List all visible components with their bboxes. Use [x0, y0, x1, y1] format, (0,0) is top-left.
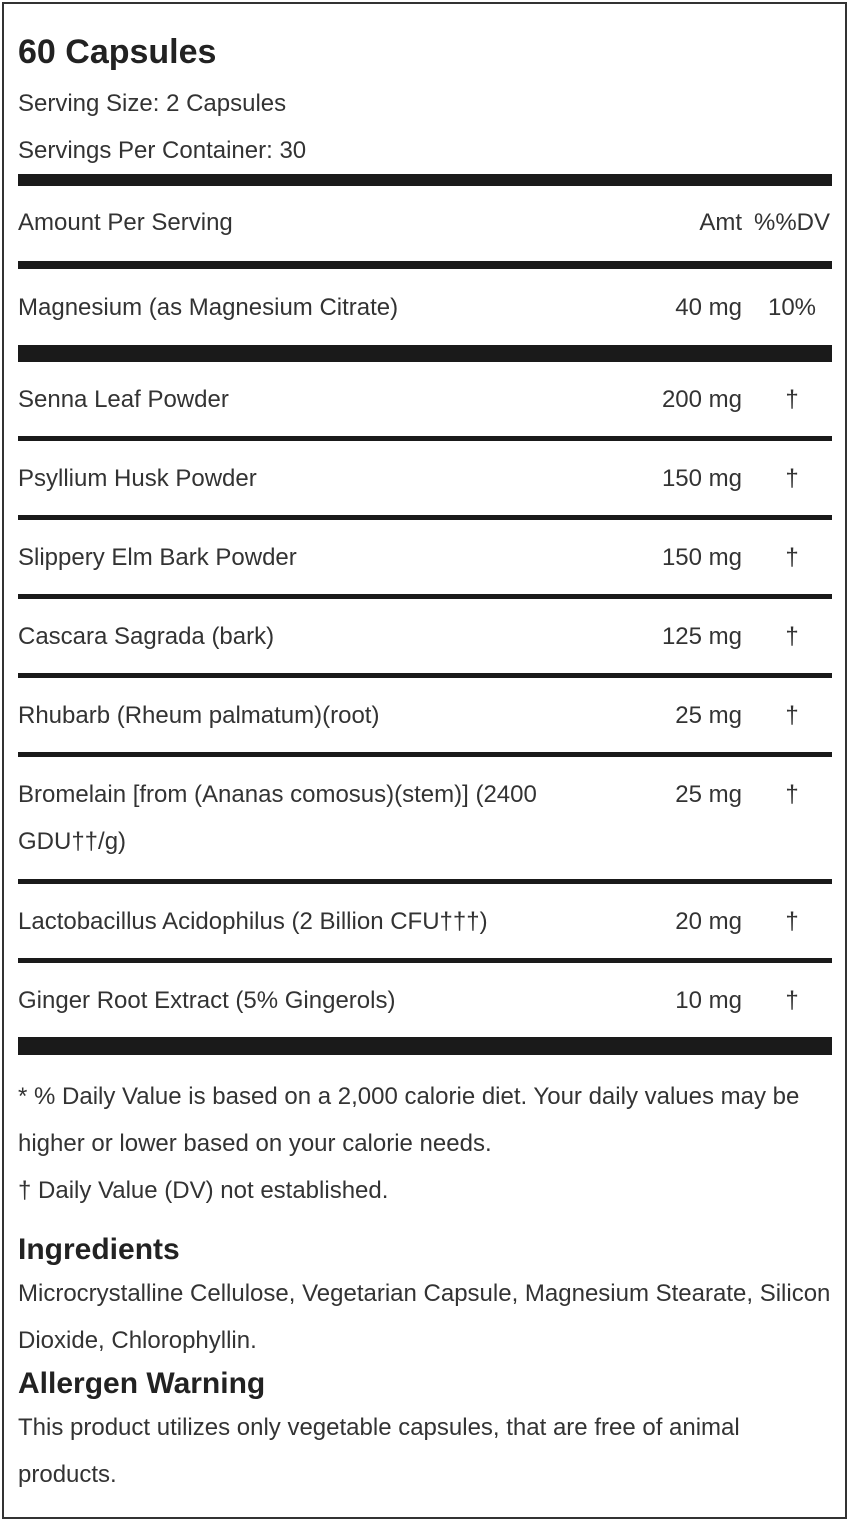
- divider-thick: [18, 1037, 832, 1055]
- divider-thick: [18, 345, 832, 362]
- ingredient-name: Lactobacillus Acidophilus (2 Billion CFU†††): [18, 908, 488, 935]
- ingredients-heading: Ingredients: [18, 1233, 180, 1266]
- dv-column-label: %%DV: [753, 209, 831, 236]
- amt-column-label: Amt: [699, 209, 742, 236]
- ingredient-name: Bromelain [from (Ananas comosus)(stem)] (2400 GDU††/g): [18, 781, 537, 855]
- ingredient-dv: †: [785, 987, 799, 1014]
- serving-size: Serving Size: 2 Capsules: [18, 90, 287, 117]
- table-row: [18, 678, 832, 752]
- table-row: [18, 441, 832, 515]
- nutrient-row-magnesium: [18, 269, 832, 345]
- allergen-warning-heading: Allergen Warning: [18, 1367, 266, 1400]
- ingredient-amount: 125 mg: [661, 623, 742, 650]
- ingredient-amount: 150 mg: [661, 544, 742, 571]
- divider-thick: [18, 174, 832, 186]
- ingredient-dv: †: [785, 781, 799, 808]
- ingredient-name: Slippery Elm Bark Powder: [18, 544, 297, 571]
- ingredient-amount: 20 mg: [675, 908, 742, 935]
- nutrient-amount: 40 mg: [675, 294, 742, 321]
- ingredients-text: Microcrystalline Cellulose, Vegetarian Capsule, Magnesium Stearate, Silicon Dioxide, Chlorophyllin.: [18, 1280, 831, 1354]
- ingredient-name: Ginger Root Extract (5% Gingerols): [18, 987, 396, 1014]
- table-row: [18, 963, 832, 1037]
- table-row: [18, 362, 832, 436]
- ingredient-name: Senna Leaf Powder: [18, 386, 229, 413]
- supplement-facts-content: [18, 4, 832, 1498]
- ingredient-dv: †: [785, 386, 799, 413]
- allergen-warning-text: This product utilizes only vegetable capsules, that are free of animal products.: [18, 1414, 740, 1488]
- ingredient-name: Rhubarb (Rheum palmatum)(root): [18, 702, 380, 729]
- ingredient-amount: 10 mg: [675, 987, 742, 1014]
- panel-title: 60 Capsules: [18, 33, 217, 71]
- table-row: [18, 884, 832, 958]
- ingredient-dv: †: [785, 702, 799, 729]
- amount-per-serving-label: Amount Per Serving: [18, 209, 233, 236]
- ingredient-dv: †: [785, 908, 799, 935]
- ingredient-amount: 200 mg: [661, 386, 742, 413]
- daily-value-footnote: * % Daily Value is based on a 2,000 calorie diet. Your daily values may be higher or lower based on your calorie needs.: [18, 1083, 800, 1157]
- ingredient-name: Cascara Sagrada (bark): [18, 623, 275, 650]
- ingredient-dv: †: [785, 544, 799, 571]
- servings-per-container: Servings Per Container: 30: [18, 137, 307, 164]
- table-row: [18, 520, 832, 594]
- nutrient-dv: 10%: [767, 294, 817, 321]
- divider: [18, 261, 832, 269]
- ingredient-name: Psyllium Husk Powder: [18, 465, 257, 492]
- supplement-facts-panel: [2, 2, 847, 1519]
- dagger-footnote: † Daily Value (DV) not established.: [18, 1177, 389, 1204]
- ingredient-amount: 150 mg: [661, 465, 742, 492]
- table-row: [18, 757, 832, 879]
- ingredient-amount: 25 mg: [675, 781, 742, 808]
- nutrient-name: Magnesium (as Magnesium Citrate): [18, 294, 399, 321]
- column-header-row: [18, 186, 832, 261]
- ingredient-dv: †: [785, 465, 799, 492]
- ingredient-dv: †: [785, 623, 799, 650]
- ingredient-amount: 25 mg: [675, 702, 742, 729]
- table-row: [18, 599, 832, 673]
